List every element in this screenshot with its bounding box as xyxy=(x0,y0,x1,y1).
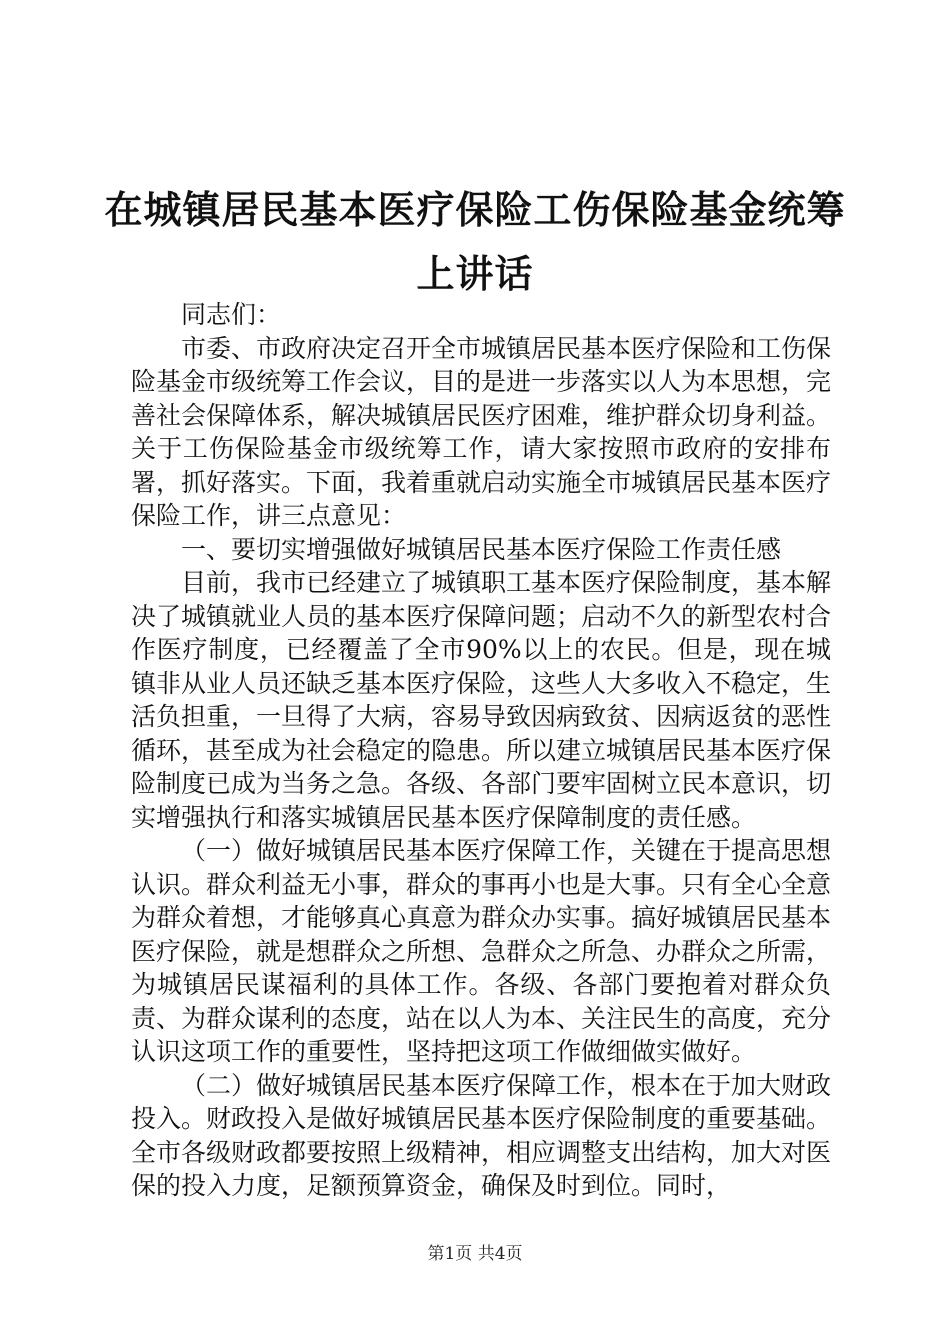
section-heading-1: 一、要切实增强做好城镇居民基本医疗保险工作责任感 xyxy=(181,534,782,564)
document-body xyxy=(131,298,831,1203)
paragraph-point-1: （一）做好城镇居民基本医疗保障工作，关键在于提高思想认识。群众利益无小事，群众的事再小也是大事。只有全心全意为群众着想，才能够真心真意为群众办实事。搞好城镇居民基本医疗保险，就是想群众之所想、急群众之所急、办群众之所需，为城镇居民谋福利的具体工作。各级、各部门要抱着对群众负责、为群众谋利的态度，站在以人为本、关注民生的高度，充分认识这项工作的重要性，坚持把这项工作做细做实做好。 xyxy=(131,836,832,1066)
document-title: 在城镇居民基本医疗保险工伤保险基金统筹上讲话 xyxy=(104,187,846,296)
paragraph-point-2: （二）做好城镇居民基本医疗保障工作，根本在于加大财政投入。财政投入是做好城镇居民基本医疗保险制度的重要基础。全市各级财政都要按照上级精神，相应调整支出结构，加大对医保的投入力度，足额预算资金，确保及时到位。同时， xyxy=(131,1070,832,1200)
page-footer: 第1页 共4页 xyxy=(427,1244,523,1264)
paragraph-current-status: 目前，我市已经建立了城镇职工基本医疗保险制度，基本解决了城镇就业人员的基本医疗保障问题；启动不久的新型农村合作医疗制度，已经覆盖了全市90%以上的农民。但是，现在城镇非从业人员还缺乏基本医疗保险，这些人大多收入不稳定，生活负担重，一旦得了大病，容易导致因病致贫、因病返贫的恶性循环，甚至成为社会稳定的隐患。所以建立城镇居民基本医疗保险制度已成为当务之急。各级、各部门要牢固树立民本意识，切实增强执行和落实城镇居民基本医疗保障制度的责任感。 xyxy=(131,568,832,832)
paragraph-salutation: 同志们： xyxy=(181,300,282,329)
paragraph-intro: 市委、市政府决定召开全市城镇居民基本医疗保险和工伤保险基金市级统筹工作会议，目的是进一步落实以人为本思想，完善社会保障体系，解决城镇居民医疗困难，维护群众切身利益。关于工伤保险基金市级统筹工作，请大家按照市政府的安排布署，抓好落实。下面，我着重就启动实施全市城镇居民基本医疗保险工作，讲三点意见： xyxy=(131,333,832,530)
